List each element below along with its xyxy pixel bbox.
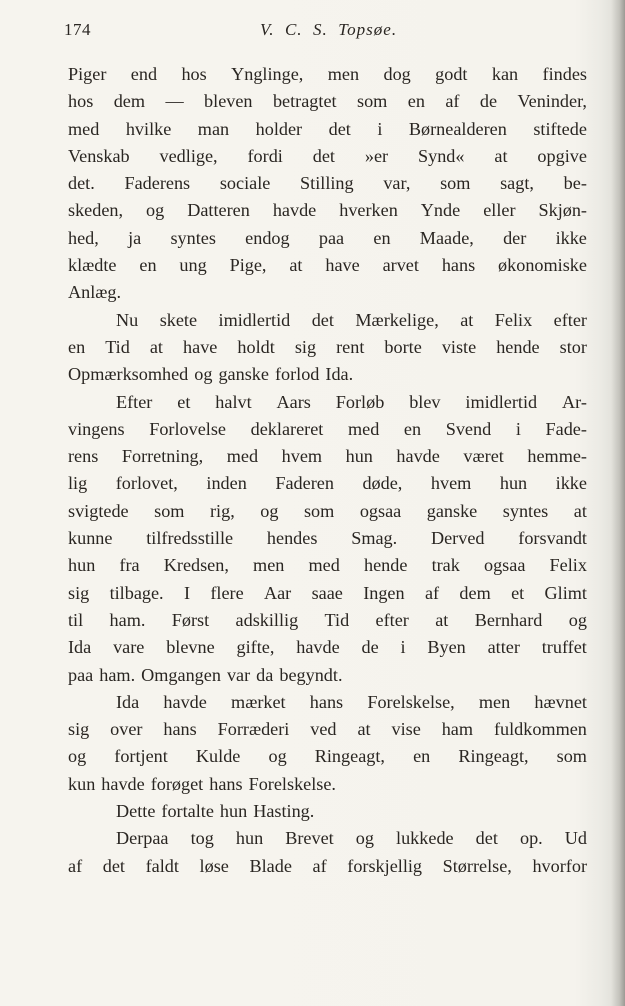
word: med — [226, 446, 259, 467]
word: i — [400, 637, 406, 658]
word: det — [475, 828, 498, 849]
word: Stilling — [300, 173, 354, 194]
text-line — [68, 416, 587, 443]
word: og — [568, 609, 587, 630]
word: Forlovelse — [149, 418, 227, 439]
word: Synd« — [418, 145, 465, 166]
word: hvorfor — [532, 855, 587, 876]
word: end — [130, 64, 158, 84]
word: sig — [294, 336, 317, 357]
word: at — [289, 255, 303, 276]
word: som — [357, 91, 388, 112]
text-line — [68, 443, 587, 470]
text-line — [68, 689, 587, 716]
word: hvem — [430, 473, 472, 494]
word: Skjøn- — [538, 200, 587, 221]
word: ogsaa — [483, 555, 526, 576]
word: Forløb — [335, 391, 385, 412]
word: Venskab — [68, 145, 130, 166]
word: hende — [496, 336, 540, 357]
word: hun — [499, 473, 528, 494]
word: og — [194, 364, 213, 385]
word: hemme- — [527, 446, 587, 467]
text-line — [68, 607, 587, 634]
word: Brevet — [285, 828, 334, 849]
word: inden — [206, 473, 247, 494]
word: havde — [272, 200, 317, 221]
word: af — [445, 91, 460, 112]
word: arvet — [382, 255, 419, 276]
word: forlod — [274, 364, 320, 385]
word: atter — [487, 637, 520, 658]
word: hævnet — [534, 691, 587, 712]
word: findes — [542, 64, 587, 84]
word: Forelskelse. — [248, 773, 336, 794]
word: Aars — [276, 391, 311, 412]
word: rent — [336, 336, 365, 357]
word: Børnealderen — [408, 118, 507, 139]
word: forlovet, — [115, 473, 178, 494]
word: som — [440, 173, 471, 194]
word: Glimt — [544, 582, 587, 603]
word: imidlertid — [465, 391, 538, 412]
word: med — [308, 555, 340, 576]
word: at — [494, 145, 508, 166]
word: Nu — [116, 309, 139, 330]
word: truffet — [541, 637, 587, 658]
word: ved — [310, 719, 337, 740]
word: hende — [363, 555, 408, 576]
word: ganske — [218, 364, 269, 385]
word: Pige, — [229, 255, 267, 276]
word: Ida — [116, 691, 140, 712]
word: tilfredsstille — [146, 528, 234, 549]
word: fra — [119, 555, 140, 576]
word: ogsaa — [359, 500, 402, 521]
word: en — [413, 746, 431, 767]
text-line — [68, 170, 587, 197]
text-line — [68, 771, 587, 798]
word: kunne — [68, 528, 113, 549]
word: at — [460, 309, 474, 330]
word: som — [556, 746, 587, 767]
word: hos — [68, 91, 94, 112]
running-head: V. C. S. Topsøe. — [260, 20, 398, 39]
word: adskillig — [235, 609, 299, 630]
text-line — [68, 143, 587, 170]
word: ung — [179, 255, 207, 276]
word: forøget — [150, 773, 204, 794]
word: Mærkelige, — [355, 309, 439, 330]
word: Derved — [430, 528, 485, 549]
word: Bernhard — [474, 609, 543, 630]
text-line — [68, 525, 587, 552]
word: Ynde — [420, 200, 461, 221]
page-gutter-shadow — [611, 0, 625, 1006]
text-line — [68, 498, 587, 525]
word: havde — [163, 691, 207, 712]
word: viste — [441, 336, 477, 357]
word: fuldkommen — [493, 719, 587, 740]
word: Anlæg. — [68, 282, 122, 303]
word: rens — [68, 446, 99, 467]
word: Efter — [116, 391, 153, 412]
word: ikke — [555, 473, 587, 494]
word: en — [373, 227, 391, 248]
word: men — [478, 691, 511, 712]
word: hun — [235, 828, 264, 849]
word: paa — [68, 664, 94, 685]
text-line — [68, 197, 587, 224]
word: ikke — [555, 227, 587, 248]
word: Ar- — [562, 391, 587, 412]
word: trak — [431, 555, 460, 576]
text-line — [68, 252, 587, 279]
word: det — [311, 309, 334, 330]
word: Felix — [549, 555, 587, 576]
word: ham. — [99, 664, 136, 685]
text-line — [68, 634, 587, 661]
word: sig — [68, 719, 90, 740]
word: Kulde — [195, 746, 241, 767]
word: Forretning, — [121, 446, 204, 467]
word: af — [68, 855, 83, 876]
word: hed, — [68, 227, 99, 248]
word: været — [463, 446, 504, 467]
word: efter — [375, 609, 409, 630]
text-line — [68, 389, 587, 416]
word: Blade — [249, 855, 292, 876]
word: imidlertid — [218, 309, 291, 330]
word: dem — [459, 582, 491, 603]
word: begyndt. — [279, 664, 343, 685]
word: det — [312, 145, 335, 166]
word: rig, — [209, 500, 235, 521]
word: der — [503, 227, 527, 248]
text-line — [68, 853, 587, 880]
word: Tid — [324, 609, 350, 630]
text-line — [68, 61, 587, 88]
word: vingens — [68, 418, 125, 439]
word: Fade- — [545, 418, 587, 439]
word: at — [357, 719, 371, 740]
word: — — [165, 91, 184, 112]
word: men — [327, 64, 360, 84]
word: Ingen — [363, 582, 405, 603]
word: dem — [113, 91, 146, 112]
word: hun — [345, 446, 373, 467]
word: Ud — [564, 828, 587, 849]
word: hun — [219, 801, 248, 822]
word: en — [403, 418, 422, 439]
word: Svend — [445, 418, 492, 439]
text-line — [68, 798, 587, 825]
word: skete — [159, 309, 198, 330]
word: hverken — [339, 200, 398, 221]
word: Hasting. — [253, 801, 315, 822]
word: fortalte — [161, 801, 214, 822]
word: og — [260, 500, 279, 521]
word: havde — [296, 637, 340, 658]
text-line — [68, 225, 587, 252]
word: vedlige, — [159, 145, 218, 166]
word: Omgangen — [141, 664, 221, 685]
word: Ida. — [325, 364, 354, 385]
word: hvem — [281, 446, 323, 467]
word: af — [312, 855, 327, 876]
word: stiftede — [533, 118, 587, 139]
word: Opmærksomhed — [68, 364, 189, 385]
word: forsvandt — [518, 528, 587, 549]
word: be- — [563, 173, 587, 194]
word: opgive — [537, 145, 587, 166]
word: klædte — [68, 255, 117, 276]
page-header — [64, 20, 584, 46]
word: sagt, — [500, 173, 534, 194]
word: Dette — [116, 801, 156, 822]
word: Ida — [68, 637, 92, 658]
word: flere — [210, 582, 244, 603]
word: have — [183, 336, 218, 357]
page-number: 174 — [64, 20, 91, 39]
word: stor — [559, 336, 587, 357]
word: blev — [409, 391, 441, 412]
word: det — [102, 855, 125, 876]
word: som — [303, 500, 335, 521]
word: det. — [68, 173, 95, 194]
word: syntes — [170, 227, 216, 248]
word: holdt — [237, 336, 275, 357]
word: økonomiske — [498, 255, 587, 276]
word: at — [435, 609, 449, 630]
word: Kredsen, — [163, 555, 229, 576]
word: havde — [396, 446, 440, 467]
word: paa — [318, 227, 345, 248]
word: Faderens — [124, 173, 191, 194]
word: Datteren — [187, 200, 250, 221]
word: Maade, — [419, 227, 474, 248]
text-line — [68, 825, 587, 852]
word: Faderen — [275, 473, 334, 494]
word: en — [407, 91, 425, 112]
text-line — [68, 743, 587, 770]
word: mærket — [231, 691, 286, 712]
word: svigtede — [68, 500, 129, 521]
word: godt — [435, 64, 468, 84]
word: saae — [311, 582, 343, 603]
word: tilbage. — [109, 582, 164, 603]
word: ham. — [109, 609, 146, 630]
word: vare — [113, 637, 145, 658]
word: Forelskelse, — [367, 691, 455, 712]
word: endog — [245, 227, 290, 248]
word: hans — [309, 691, 344, 712]
word: havde — [101, 773, 145, 794]
word: over — [110, 719, 143, 740]
word: i — [377, 118, 383, 139]
word: lig — [68, 473, 88, 494]
word: og — [68, 746, 87, 767]
text-line — [68, 552, 587, 579]
word: deklareret — [250, 418, 324, 439]
word: Aar — [263, 582, 292, 603]
word: Ringeagt, — [314, 746, 385, 767]
word: hendes — [266, 528, 318, 549]
word: Piger — [68, 64, 107, 84]
word: og — [355, 828, 374, 849]
word: Størrelse, — [442, 855, 512, 876]
word: i — [515, 418, 521, 439]
word: halvt — [215, 391, 252, 412]
word: Først — [171, 609, 210, 630]
word: borte — [384, 336, 422, 357]
word: hans — [163, 719, 197, 740]
text-line — [68, 334, 587, 361]
text-line — [68, 279, 587, 306]
text-line — [68, 580, 587, 607]
text-line — [68, 88, 587, 115]
word: sociale — [219, 173, 271, 194]
word: de — [361, 637, 379, 658]
word: men — [253, 555, 285, 576]
word: var — [226, 664, 251, 685]
word: Forræderi — [217, 719, 290, 740]
word: hun — [68, 555, 96, 576]
text-line — [68, 307, 587, 334]
word: at — [149, 336, 163, 357]
word: ja — [128, 227, 142, 248]
word: gifte, — [236, 637, 275, 658]
word: bleven — [204, 91, 253, 112]
word: Tid — [105, 336, 130, 357]
text-line — [68, 116, 587, 143]
word: med — [68, 118, 100, 139]
word: betragtet — [272, 91, 337, 112]
word: og — [146, 200, 165, 221]
word: dog — [383, 64, 411, 84]
word: som — [154, 500, 185, 521]
word: efter — [553, 309, 587, 330]
word: hvilke — [125, 118, 172, 139]
word: man — [197, 118, 230, 139]
word: kan — [491, 64, 519, 84]
word: Ringeagt, — [458, 746, 529, 767]
word: kun — [68, 773, 96, 794]
word: I — [183, 582, 190, 603]
word: et — [177, 391, 191, 412]
text-line — [68, 662, 587, 689]
word: Byen — [427, 637, 466, 658]
word: ham — [441, 719, 474, 740]
word: eller — [483, 200, 516, 221]
word: en — [68, 336, 86, 357]
word: Derpaa — [116, 828, 169, 849]
body-text — [68, 61, 587, 880]
word: og — [268, 746, 287, 767]
word: løse — [199, 855, 229, 876]
word: lukkede — [396, 828, 454, 849]
word: blevne — [166, 637, 215, 658]
word: syntes — [502, 500, 549, 521]
word: Smag. — [351, 528, 398, 549]
word: et — [511, 582, 525, 603]
word: af — [424, 582, 440, 603]
text-line — [68, 470, 587, 497]
word: vise — [391, 719, 421, 740]
word: da — [256, 664, 274, 685]
word: det — [328, 118, 351, 139]
word: have — [325, 255, 360, 276]
word: Felix — [494, 309, 533, 330]
word: med — [347, 418, 380, 439]
word: de — [479, 91, 498, 112]
word: døde, — [362, 473, 403, 494]
word: hans — [209, 773, 243, 794]
word: tog — [190, 828, 214, 849]
word: Ynglinge, — [231, 64, 304, 84]
word: hans — [441, 255, 476, 276]
word: var, — [383, 173, 411, 194]
word: »er — [364, 145, 389, 166]
word: sig — [68, 582, 90, 603]
word: hos — [181, 64, 207, 84]
word: holder — [255, 118, 303, 139]
word: Veninder, — [517, 91, 587, 112]
word: faldt — [145, 855, 179, 876]
word: op. — [519, 828, 543, 849]
word: fortjent — [114, 746, 168, 767]
word: ganske — [426, 500, 478, 521]
word: at — [573, 500, 587, 521]
word: fordi — [247, 145, 283, 166]
text-line — [68, 361, 587, 388]
text-line — [68, 716, 587, 743]
word: en — [139, 255, 157, 276]
word: forskjellig — [347, 855, 423, 876]
word: til — [68, 609, 84, 630]
word: skeden, — [68, 200, 124, 221]
